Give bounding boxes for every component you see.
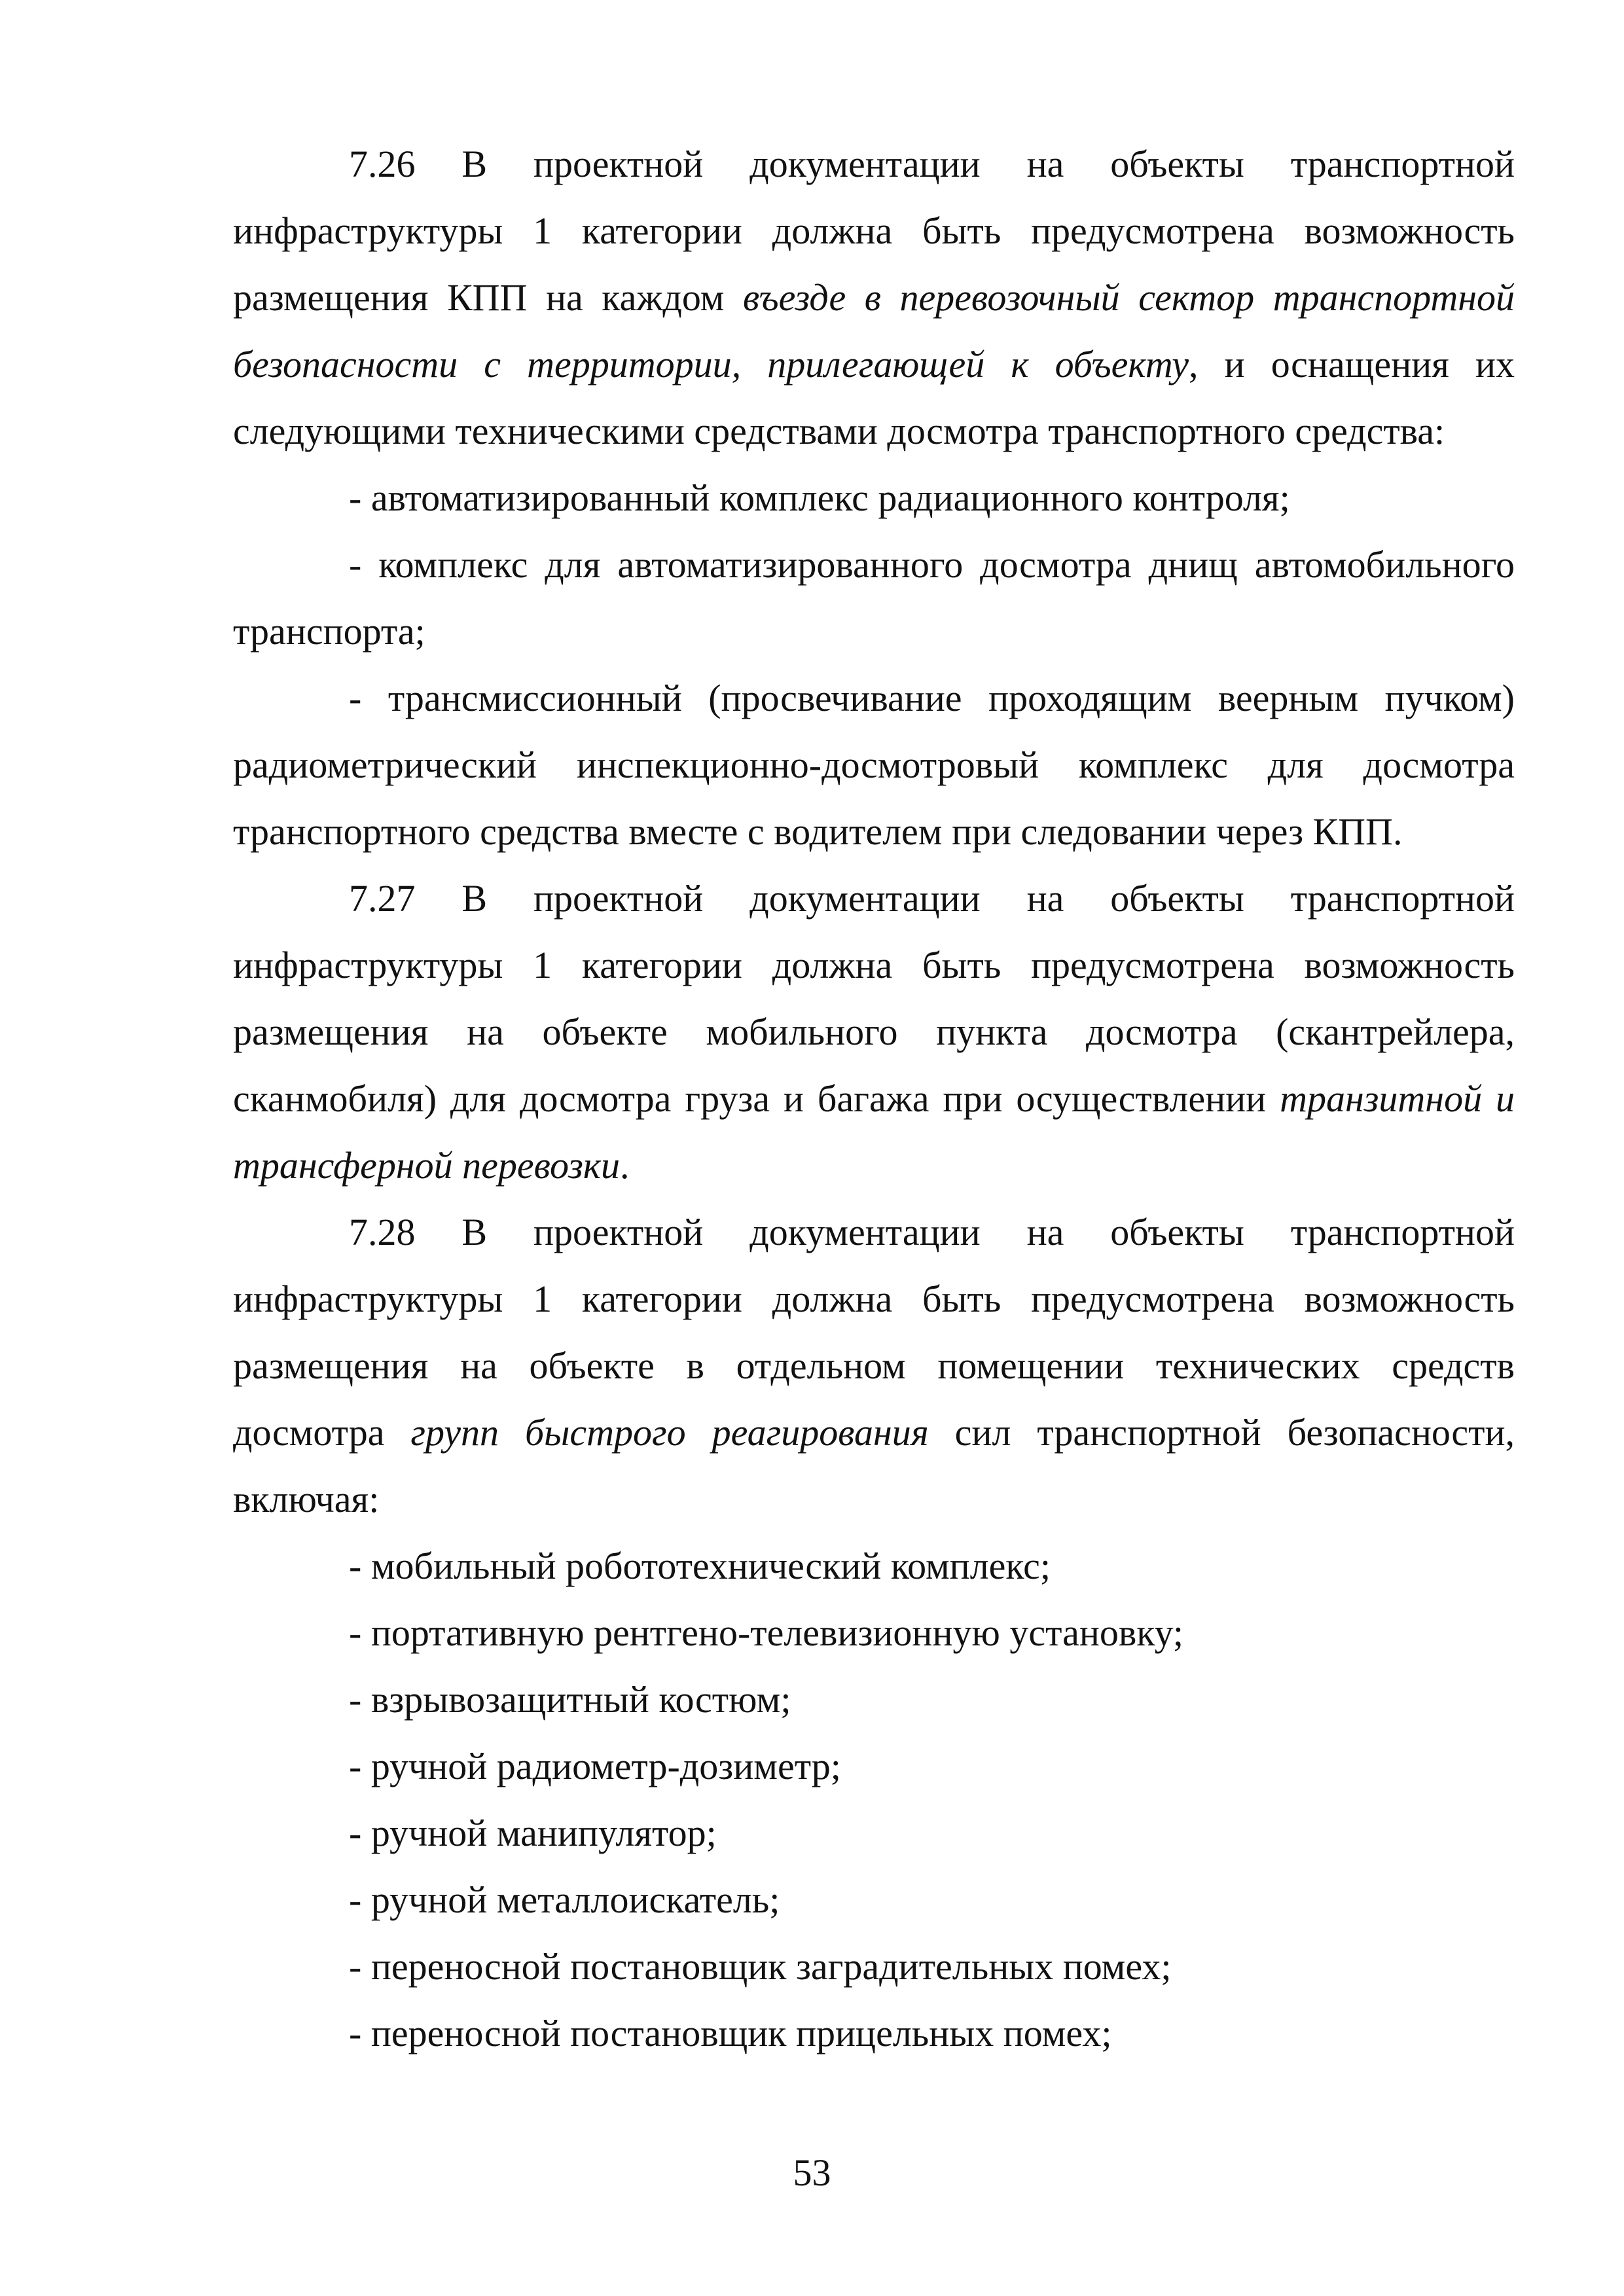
list-item: - ручной металлоискатель; — [349, 1878, 780, 1921]
list-item: - ручной манипулятор; — [349, 1812, 717, 1854]
list-item: - автоматизированный комплекс радиационного контроля; — [349, 476, 1290, 519]
paragraph-text: , и оснащения их следующими техническими средствами досмотра транспортного средства: — [233, 343, 1515, 452]
page-number: 53 — [793, 2151, 831, 2194]
page-body — [233, 131, 1515, 2067]
paragraph-italic-text: транзитной и трансферной перевозки — [233, 1077, 1515, 1187]
list-item: - мобильный робототехнический комплекс; — [349, 1545, 1051, 1587]
list-item: - трансмиссионный (просвечивание проходящим веерным пучком) радиометрический инспекционно-досмотровый комплекс для досмотра транспортного средства вместе с водителем при следовании через КПП. — [233, 677, 1515, 853]
list-item: - взрывозащитный костюм; — [349, 1678, 791, 1721]
paragraph-italic-text: групп быстрого реагирования — [410, 1411, 929, 1454]
paragraph-7-26 — [233, 131, 1515, 465]
paragraph-7-28 — [233, 1199, 1515, 1533]
paragraph-text: 7.27 В проектной документации на объекты транспортной инфраструктуры 1 категории должна быть предусмотрена возможность размещения на объекте мобильного пункта досмотра (скантрейлера, сканмобиля) для досмотра груза и багажа при осуществлении — [233, 877, 1515, 1120]
paragraph-7-27 — [233, 865, 1515, 1199]
list-item: - ручной радиометр-дозиметр; — [349, 1745, 841, 1787]
list-item: - портативную рентгено-телевизионную установку; — [349, 1611, 1184, 1654]
list-item: - комплекс для автоматизированного досмотра днищ автомобильного транспорта; — [233, 543, 1515, 653]
paragraph-italic-text: въезде в перевозочный сектор транспортной безопасности с территории, прилегающей к объекту — [233, 276, 1515, 386]
paragraph-text: . — [620, 1144, 630, 1187]
paragraph-text: 7.26 В проектной документации на объекты транспортной инфраструктуры 1 категории должна быть предусмотрена возможность размещения КПП на каждом — [233, 143, 1515, 319]
list-item: - переносной постановщик заградительных помех; — [349, 1945, 1172, 1988]
paragraph-text: 7.28 В проектной документации на объекты транспортной инфраструктуры 1 категории должна быть предусмотрена возможность размещения на объекте в отдельном помещении технических средств досмотра — [233, 1211, 1515, 1454]
list-item: - переносной постановщик прицельных помех; — [349, 2012, 1112, 2054]
paragraph-text: сил транспортной безопасности, включая: — [233, 1411, 1515, 1520]
